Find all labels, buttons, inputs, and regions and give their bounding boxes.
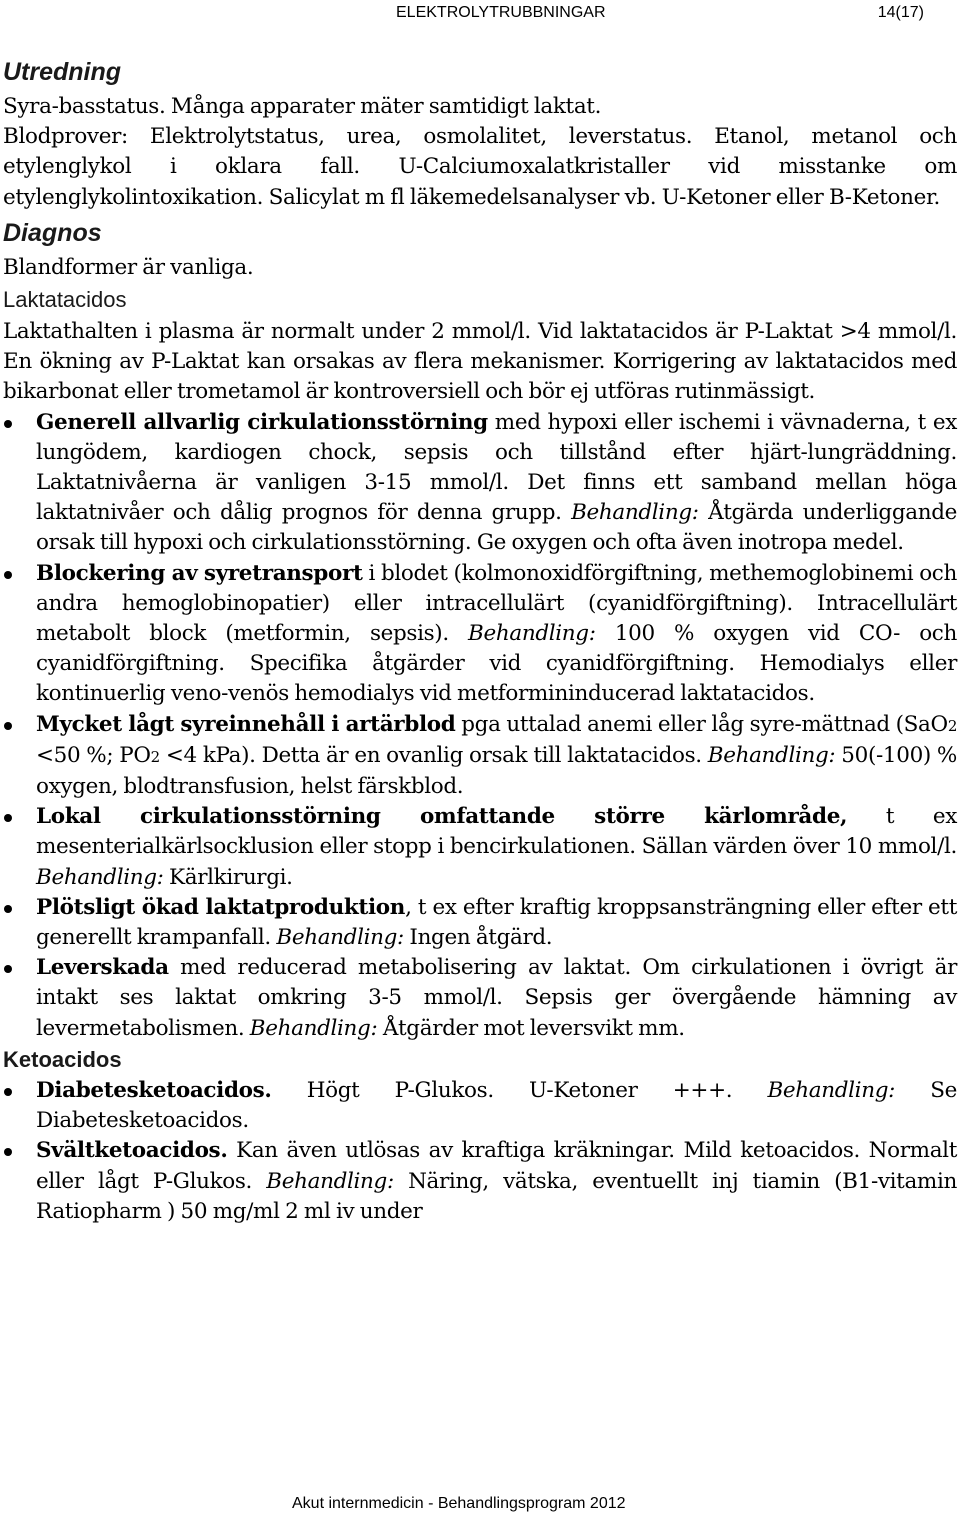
- behandling-label: Behandling:: [707, 742, 836, 768]
- utredning-paragraph-2: Blodprover: Elektrolytstatus, urea, osmolalitet, leverstatus. Etanol, metanol och etylenglykol i oklara fall. U-Calciumoxalatkristaller vid misstanke om etylenglykolintoxikation. Salicylat m fl läkemedelsanalyser vb. U-Ketoner eller B-Ketoner.: [3, 124, 957, 210]
- page-content: [3, 52, 957, 1227]
- list-item: [3, 408, 957, 559]
- item-term: Svältketoacidos.: [36, 1138, 228, 1164]
- item-text: <4 kPa). Detta är en ovanlig orsak till laktatacidos.: [159, 742, 708, 768]
- item-text: , t ex efter kraftig kroppsansträngning eller efter ett generellt krampanfall.: [36, 894, 957, 951]
- ketoacidos-list: [3, 1076, 957, 1227]
- running-footer: Akut internmedicin - Behandlingsprogram 2012: [292, 1495, 626, 1512]
- item-term: Leverskada: [36, 955, 169, 981]
- item-text: med reducerad metabolisering av laktat. Om cirkulationen i övrigt är intakt ses laktat omkring 3-5 mmol/l. Sepsis ger övergående hämning av levermetabolismen.: [36, 955, 957, 1041]
- item-term: Diabetesketoacidos.: [36, 1077, 272, 1103]
- header-page-number: 14(17): [877, 4, 924, 21]
- behandling-label: Behandling:: [266, 1168, 394, 1194]
- bullet-icon: [4, 571, 12, 579]
- item-text: <50 %; PO: [36, 742, 151, 768]
- bullet-icon: [4, 814, 12, 822]
- item-text: t ex mesenterialkärlsocklusion eller stopp i bencirkulationen. Sällan värden över 10 mmol/l.: [36, 804, 957, 860]
- behandling-label: Behandling:: [468, 621, 596, 647]
- bullet-icon: [4, 965, 12, 973]
- diagnos-paragraph: Blandformer är vanliga.: [3, 254, 254, 280]
- item-behandling: Ingen åtgärd.: [403, 925, 553, 951]
- list-item: [3, 893, 957, 953]
- behandling-label: Behandling:: [276, 925, 404, 951]
- item-behandling: Åtgärder mot leversvikt mm.: [377, 1015, 685, 1041]
- item-term: Generell allvarlig cirkulationsstörning: [36, 409, 488, 435]
- item-term: Plötsligt ökad laktatproduktion: [36, 894, 406, 920]
- behandling-label: Behandling:: [36, 864, 164, 890]
- running-header: [396, 2, 936, 24]
- item-text: i blodet (kolmonoxidförgiftning, methemoglobinemi och andra hemoglobinopatier) eller intracellulärt (cyanidförgiftning). Intracellulärt metabolt block (metformin, sepsis).: [36, 560, 957, 647]
- bullet-icon: [4, 1088, 12, 1096]
- item-behandling: Åtgärda underliggande orsak till hypoxi och cirkulationsstörning. Ge oxygen och ofta även inotropa medel.: [36, 500, 957, 556]
- bullet-icon: [4, 722, 12, 730]
- laktatacidos-list: [3, 408, 957, 1044]
- item-term: Mycket lågt syreinnehåll i artärblod: [36, 711, 456, 737]
- heading-diagnos: Diagnos: [3, 218, 102, 247]
- item-behandling: 100 % oxygen vid CO- och cyanidförgiftning. Specifika åtgärder vid cyanidförgiftning. Hemodialys eller kontinuerlig veno-venös hemodialys vid metformininducerad laktatacidos.: [36, 621, 957, 707]
- heading-ketoacidos: Ketoacidos: [3, 1046, 122, 1072]
- item-term: Blockering av syretransport: [36, 560, 363, 586]
- behandling-label: Behandling:: [571, 500, 699, 526]
- item-text: Kan även utlösas av kraftiga kräkningar. Mild ketoacidos. Normalt eller lågt P-Glukos.: [36, 1138, 957, 1194]
- item-behandling: Kärlkirurgi.: [163, 864, 293, 890]
- bullet-icon: [4, 905, 12, 913]
- header-title: ELEKTROLYTRUBBNINGAR: [396, 4, 606, 21]
- behandling-label: Behandling:: [767, 1077, 896, 1103]
- behandling-label: Behandling:: [249, 1015, 378, 1041]
- list-item: [3, 953, 957, 1044]
- list-item: [3, 1076, 957, 1136]
- subscript: 2: [947, 716, 958, 735]
- list-item: [3, 1136, 957, 1227]
- list-item: [3, 710, 957, 803]
- utredning-paragraph-1: Syra-basstatus. Många apparater mäter samtidigt laktat.: [3, 94, 602, 119]
- list-item: [3, 559, 957, 710]
- heading-laktatacidos: Laktatacidos: [3, 287, 127, 313]
- item-behandling: Näring, vätska, eventuellt inj tiamin (B1-vitamin Ratiopharm ) 50 mg/ml 2 ml iv under: [36, 1168, 957, 1224]
- list-item: [3, 802, 957, 893]
- bullet-icon: [4, 420, 12, 428]
- item-behandling: 50(-100) % oxygen, blodtransfusion, helst färskblod.: [36, 742, 957, 800]
- item-behandling: Se Diabetesketoacidos.: [36, 1077, 957, 1134]
- item-text: pga uttalad anemi eller låg syre-mättnad (SaO: [455, 711, 948, 737]
- bullet-icon: [4, 1148, 12, 1156]
- laktatacidos-intro: Laktathalten i plasma är normalt under 2 mmol/l. Vid laktatacidos är P-Laktat >4 mmol/l. En ökning av P-Laktat kan orsakas av flera mekanismer. Korrigering av laktatacidos med bikarbonat eller trometamol är kontroversiell och bör ej utföras rutinmässigt.: [3, 319, 957, 405]
- item-text: Högt P-Glukos. U-Ketoner +++.: [271, 1077, 768, 1103]
- subscript: 2: [150, 747, 160, 766]
- heading-utredning: Utredning: [3, 58, 122, 86]
- item-term: Lokal cirkulationsstörning omfattande större kärlområde,: [36, 804, 848, 830]
- item-text: med hypoxi eller ischemi i vävnaderna, t ex lungödem, kardiogen chock, sepsis och tillstånd efter hjärt-lungräddning. Laktatnivåerna är vanligen 3-15 mmol/l. Det finns ett samband mellan höga laktatnivåer och dålig prognos för denna grupp.: [36, 409, 957, 526]
